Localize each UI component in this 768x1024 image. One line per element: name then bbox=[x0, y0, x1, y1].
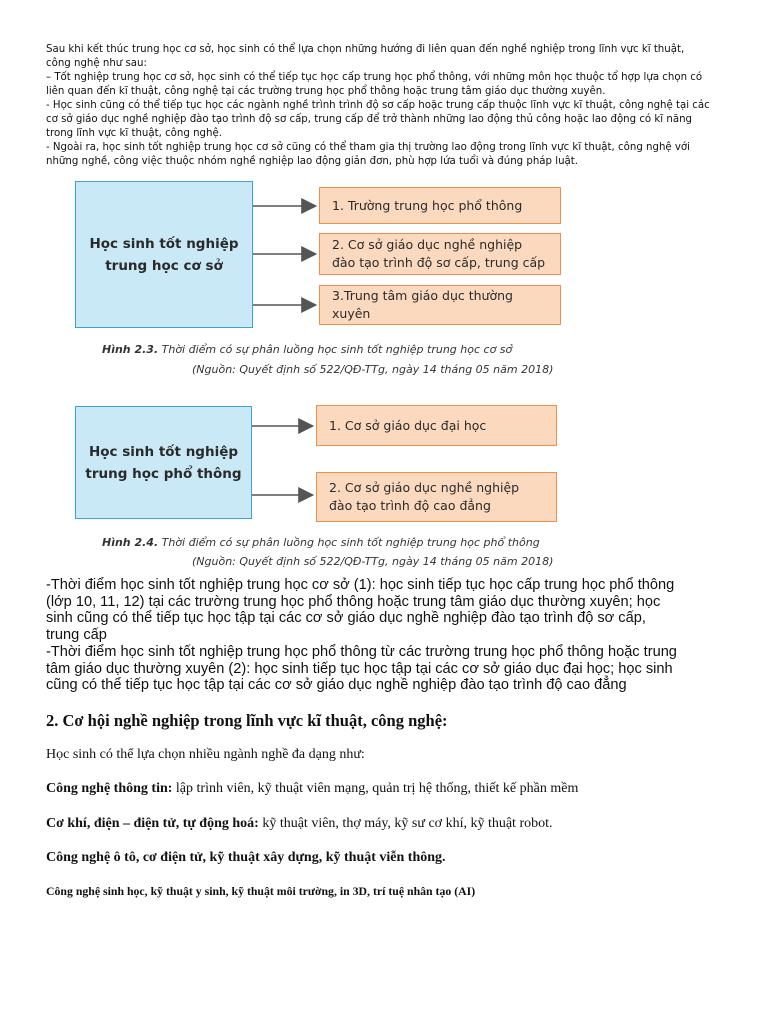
fig24-source-line: Học sinh tốt nghiệp bbox=[88, 443, 239, 460]
fig24-target-text: 2. Cơ sở giáo dục nghề nghiệp bbox=[329, 480, 520, 495]
fig24-caption bbox=[102, 536, 540, 549]
career-last-line: Công nghệ sinh học, kỹ thuật y sinh, kỹ thuật môi trường, in 3D, trí tuệ nhân tạo (AI) bbox=[46, 884, 476, 898]
fig23-source-note: (Nguồn: Quyết định số 522/QĐ-TTg, ngày 14 tháng 05 năm 2018) bbox=[192, 363, 554, 376]
fig23-target-text: đào tạo trình độ sơ cấp, trung cấp bbox=[332, 255, 546, 270]
fig24-target-1 bbox=[316, 405, 557, 446]
intro-line: trong lĩnh vực kĩ thuật, công nghệ. bbox=[46, 128, 222, 139]
fig23-caption-label: Hình 2.3. bbox=[102, 343, 159, 356]
intro-line: – Tốt nghiệp trung học cơ sở, học sinh có thể tiếp tục học cấp trung học phổ thông, với những môn học thuộc tổ hợp lựa chọn có bbox=[46, 72, 703, 83]
paragraph-line: tâm giáo dục thường xuyên (2): học sinh tiếp tục học tập tại các cơ sở giáo dục đại học; học sinh bbox=[46, 660, 673, 677]
intro-line: - Học sinh cũng có thể tiếp tục học các ngành nghề trình trình độ sơ cấp hoặc trung cấp thuộc lĩnh vực kĩ thuật, công nghệ tại các bbox=[46, 100, 710, 111]
career-item-label: Cơ khí, điện – điện tử, tự động hoá: bbox=[46, 816, 259, 831]
fig23-target-1 bbox=[319, 187, 561, 224]
career-item bbox=[46, 816, 553, 832]
career-item-label: Công nghệ ô tô, cơ điện tử, kỹ thuật xây dựng, kỹ thuật viễn thông. bbox=[46, 850, 446, 865]
paragraph-line: sinh cũng có thể tiếp tục học tập tại các cơ sở giáo dục nghề nghiệp đào tạo trình độ sơ cấp, bbox=[46, 610, 646, 626]
paragraph-line: cũng có thể tiếp tục học tập tại các cơ sở giáo dục nghề nghiệp đào tạo trình độ cao đẳng bbox=[46, 677, 627, 693]
career-item-text: lập trình viên, kỹ thuật viên mạng, quản trị hệ thống, thiết kế phần mềm bbox=[172, 781, 579, 796]
fig24-target-text: 1. Cơ sở giáo dục đại học bbox=[329, 417, 487, 433]
paragraph-1 bbox=[46, 577, 736, 643]
section-heading: 2. Cơ hội nghề nghiệp trong lĩnh vực kĩ thuật, công nghệ: bbox=[46, 711, 448, 730]
fig24-source-box bbox=[75, 406, 252, 519]
fig23-target-text: 2. Cơ sở giáo dục nghề nghiệp bbox=[332, 237, 523, 252]
fig23-caption bbox=[102, 343, 512, 356]
intro-line: liên quan đến kĩ thuật, công nghệ tại các trường trung học phổ thông hoặc trung tâm giáo dục thường xuyên. bbox=[46, 86, 606, 97]
fig23-target-2 bbox=[319, 233, 561, 275]
career-item-text: kỹ thuật viên, thợ máy, kỹ sư cơ khí, kỹ thuật robot. bbox=[258, 816, 553, 831]
paragraph-line: trung cấp bbox=[46, 626, 107, 643]
career-item bbox=[46, 781, 578, 797]
section-intro: Học sinh có thể lựa chọn nhiều ngành nghề đa dạng như: bbox=[46, 747, 365, 762]
fig24-caption-label: Hình 2.4. bbox=[102, 536, 159, 549]
career-item-label: Công nghệ thông tin: bbox=[46, 781, 173, 796]
intro-line: những nghề, công việc thuộc nhóm nghề nghiệp lao động giản đơn, phù hợp lứa tuổi và đúng pháp luật. bbox=[46, 156, 579, 167]
fig24-source-note: (Nguồn: Quyết định số 522/QĐ-TTg, ngày 14 tháng 05 năm 2018) bbox=[192, 555, 554, 568]
fig24-caption-text: Thời điểm có sự phân luồng học sinh tốt nghiệp trung học phổ thông bbox=[161, 536, 540, 549]
fig23-source-line: trung học cơ sở bbox=[105, 257, 223, 274]
fig23-source-box bbox=[75, 181, 253, 328]
intro-line: Sau khi kết thúc trung học cơ sở, học sinh có thể lựa chọn những hướng đi liên quan đến nghề nghiệp trong lĩnh vực kĩ thuật, bbox=[46, 44, 685, 55]
fig24-target-text: đào tạo trình độ cao đẳng bbox=[329, 498, 491, 513]
fig23-caption-text: Thời điểm có sự phân luồng học sinh tốt nghiệp trung học cơ sở bbox=[161, 343, 513, 356]
intro-line: cơ sở giáo dục nghề nghiệp đào tạo trình độ sơ cấp, trung cấp để trở thành những lao động thủ công hoặc lao động có kĩ năng bbox=[46, 114, 692, 125]
fig23-target-3 bbox=[319, 285, 561, 325]
fig24-source-line: trung học phổ thông bbox=[85, 465, 242, 482]
paragraph-line: -Thời điểm học sinh tốt nghiệp trung học phổ thông từ các trường trung học phổ thông hoặc trung bbox=[46, 644, 677, 660]
fig23-target-text: 3.Trung tâm giáo dục thường xuyên bbox=[332, 288, 513, 321]
intro-line: công nghệ như sau: bbox=[46, 58, 147, 69]
paragraph-line: (lớp 10, 11, 12) tại các trường trung học phổ thông hoặc trung tâm giáo dục thường xuyên; học bbox=[46, 593, 661, 610]
intro-line: - Ngoài ra, học sinh tốt nghiệp trung học cơ sở cũng có thể tham gia thị trường lao động trong lĩnh vực kĩ thuật, công nghệ với bbox=[46, 142, 690, 153]
fig23-source-line: Học sinh tốt nghiệp bbox=[89, 235, 239, 252]
fig24-target-2 bbox=[316, 472, 557, 522]
paragraph-line: -Thời điểm học sinh tốt nghiệp trung học cơ sở (1): học sinh tiếp tục học cấp trung học phổ thông bbox=[46, 577, 675, 593]
fig23-target-text: 1. Trường trung học phổ thông bbox=[332, 197, 523, 213]
paragraph-2 bbox=[46, 644, 736, 694]
career-item bbox=[46, 850, 446, 866]
